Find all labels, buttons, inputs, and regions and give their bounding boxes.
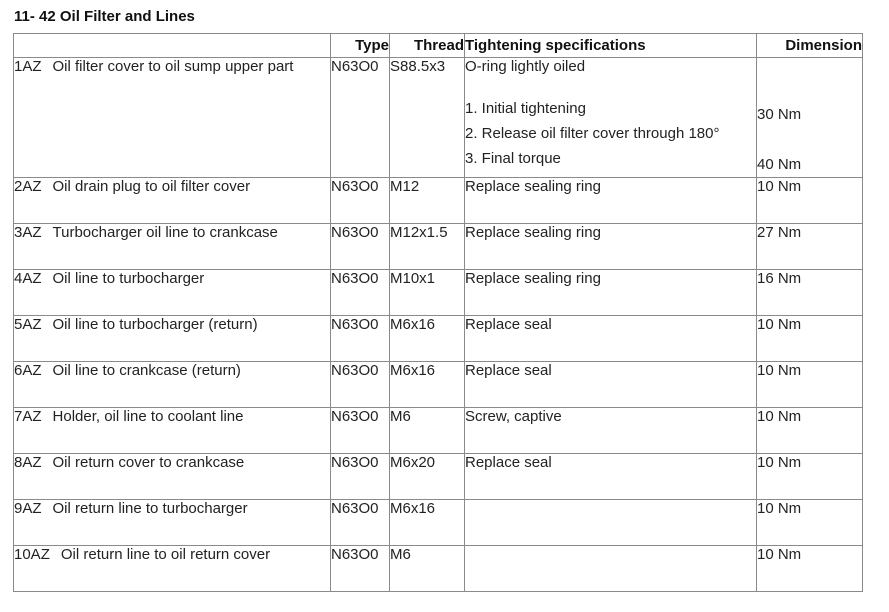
spec-cell: Replace sealing ring [465,178,757,224]
dimension-final: 40 Nm [757,156,802,173]
table-row [14,408,863,454]
item-cell [14,500,331,546]
dimension-cell: 10 Nm [757,408,863,454]
thread-cell: M6x16 [390,500,465,546]
table-row [14,362,863,408]
thread-cell: M6 [390,408,465,454]
type-cell: N63O0 [331,270,390,316]
item-description: Holder, oil line to coolant line [52,408,244,425]
dimension-cell: 10 Nm [757,178,863,224]
type-cell: N63O0 [331,316,390,362]
item-description: Oil return cover to crankcase [52,454,245,471]
spec-cell: Replace sealing ring [465,224,757,270]
table-row [14,500,863,546]
header-tightening: Tightening specifications [465,34,757,58]
dimension-cell [757,58,863,178]
table-header-row [14,34,863,58]
thread-cell: M12 [390,178,465,224]
table-row [14,316,863,362]
step-final-torque: 3. Final torque [465,150,561,167]
header-type: Type [331,34,390,58]
step-release-cover: 2. Release oil filter cover through 180° [465,125,720,142]
item-description: Oil filter cover to oil sump upper part [52,58,294,75]
table-row [14,546,863,592]
thread-cell: S88.5x3 [390,58,465,178]
item-cell [14,454,331,500]
item-position: 5AZ [14,316,42,333]
dimension-cell: 10 Nm [757,500,863,546]
table-row [14,58,863,178]
item-position: 4AZ [14,270,42,287]
item-position: 8AZ [14,454,42,471]
item-cell [14,58,331,178]
item-cell [14,224,331,270]
header-thread: Thread [390,34,465,58]
thread-cell: M6 [390,546,465,592]
table-row [14,454,863,500]
item-cell [14,362,331,408]
thread-cell: M6x16 [390,362,465,408]
dimension-cell: 27 Nm [757,224,863,270]
table-row [14,178,863,224]
thread-cell: M6x20 [390,454,465,500]
type-cell: N63O0 [331,500,390,546]
spec-cell: Replace seal [465,316,757,362]
thread-cell: M10x1 [390,270,465,316]
item-position: 1AZ [14,58,42,75]
spec-cell: Screw, captive [465,408,757,454]
table-row [14,270,863,316]
table-row [14,224,863,270]
item-position: 3AZ [14,224,42,241]
dimension-cell: 16 Nm [757,270,863,316]
item-position: 7AZ [14,408,42,425]
item-position: 10AZ [14,546,50,563]
item-description: Oil drain plug to oil filter cover [52,178,251,195]
spec-cell: Replace seal [465,454,757,500]
item-description: Oil line to turbocharger [52,270,205,287]
type-cell: N63O0 [331,546,390,592]
item-position: 6AZ [14,362,42,379]
item-cell [14,270,331,316]
item-description: Oil line to crankcase (return) [52,362,241,379]
item-position: 2AZ [14,178,42,195]
type-cell: N63O0 [331,224,390,270]
page-title: 11- 42 Oil Filter and Lines [14,8,195,25]
header-item [14,34,331,58]
dimension-cell: 10 Nm [757,454,863,500]
spec-note: O-ring lightly oiled [465,58,586,75]
item-description: Oil return line to turbocharger [52,500,248,517]
dimension-cell: 10 Nm [757,316,863,362]
item-cell [14,178,331,224]
spec-cell [465,500,757,546]
item-position: 9AZ [14,500,42,517]
item-description: Turbocharger oil line to crankcase [52,224,278,241]
type-cell: N63O0 [331,178,390,224]
spec-cell: Replace seal [465,362,757,408]
thread-cell: M6x16 [390,316,465,362]
item-description: Oil return line to oil return cover [60,546,271,563]
spec-cell: Replace sealing ring [465,270,757,316]
item-cell [14,408,331,454]
type-cell: N63O0 [331,58,390,178]
item-cell [14,546,331,592]
type-cell: N63O0 [331,362,390,408]
header-dimension: Dimension [757,34,863,58]
step-initial-tightening: 1. Initial tightening [465,100,586,117]
dimension-cell: 10 Nm [757,546,863,592]
tightening-spec-table [13,33,863,592]
type-cell: N63O0 [331,454,390,500]
spec-cell [465,58,757,178]
dimension-initial: 30 Nm [757,106,802,123]
item-description: Oil line to turbocharger (return) [52,316,258,333]
spec-cell [465,546,757,592]
item-cell [14,316,331,362]
dimension-cell: 10 Nm [757,362,863,408]
type-cell: N63O0 [331,408,390,454]
thread-cell: M12x1.5 [390,224,465,270]
